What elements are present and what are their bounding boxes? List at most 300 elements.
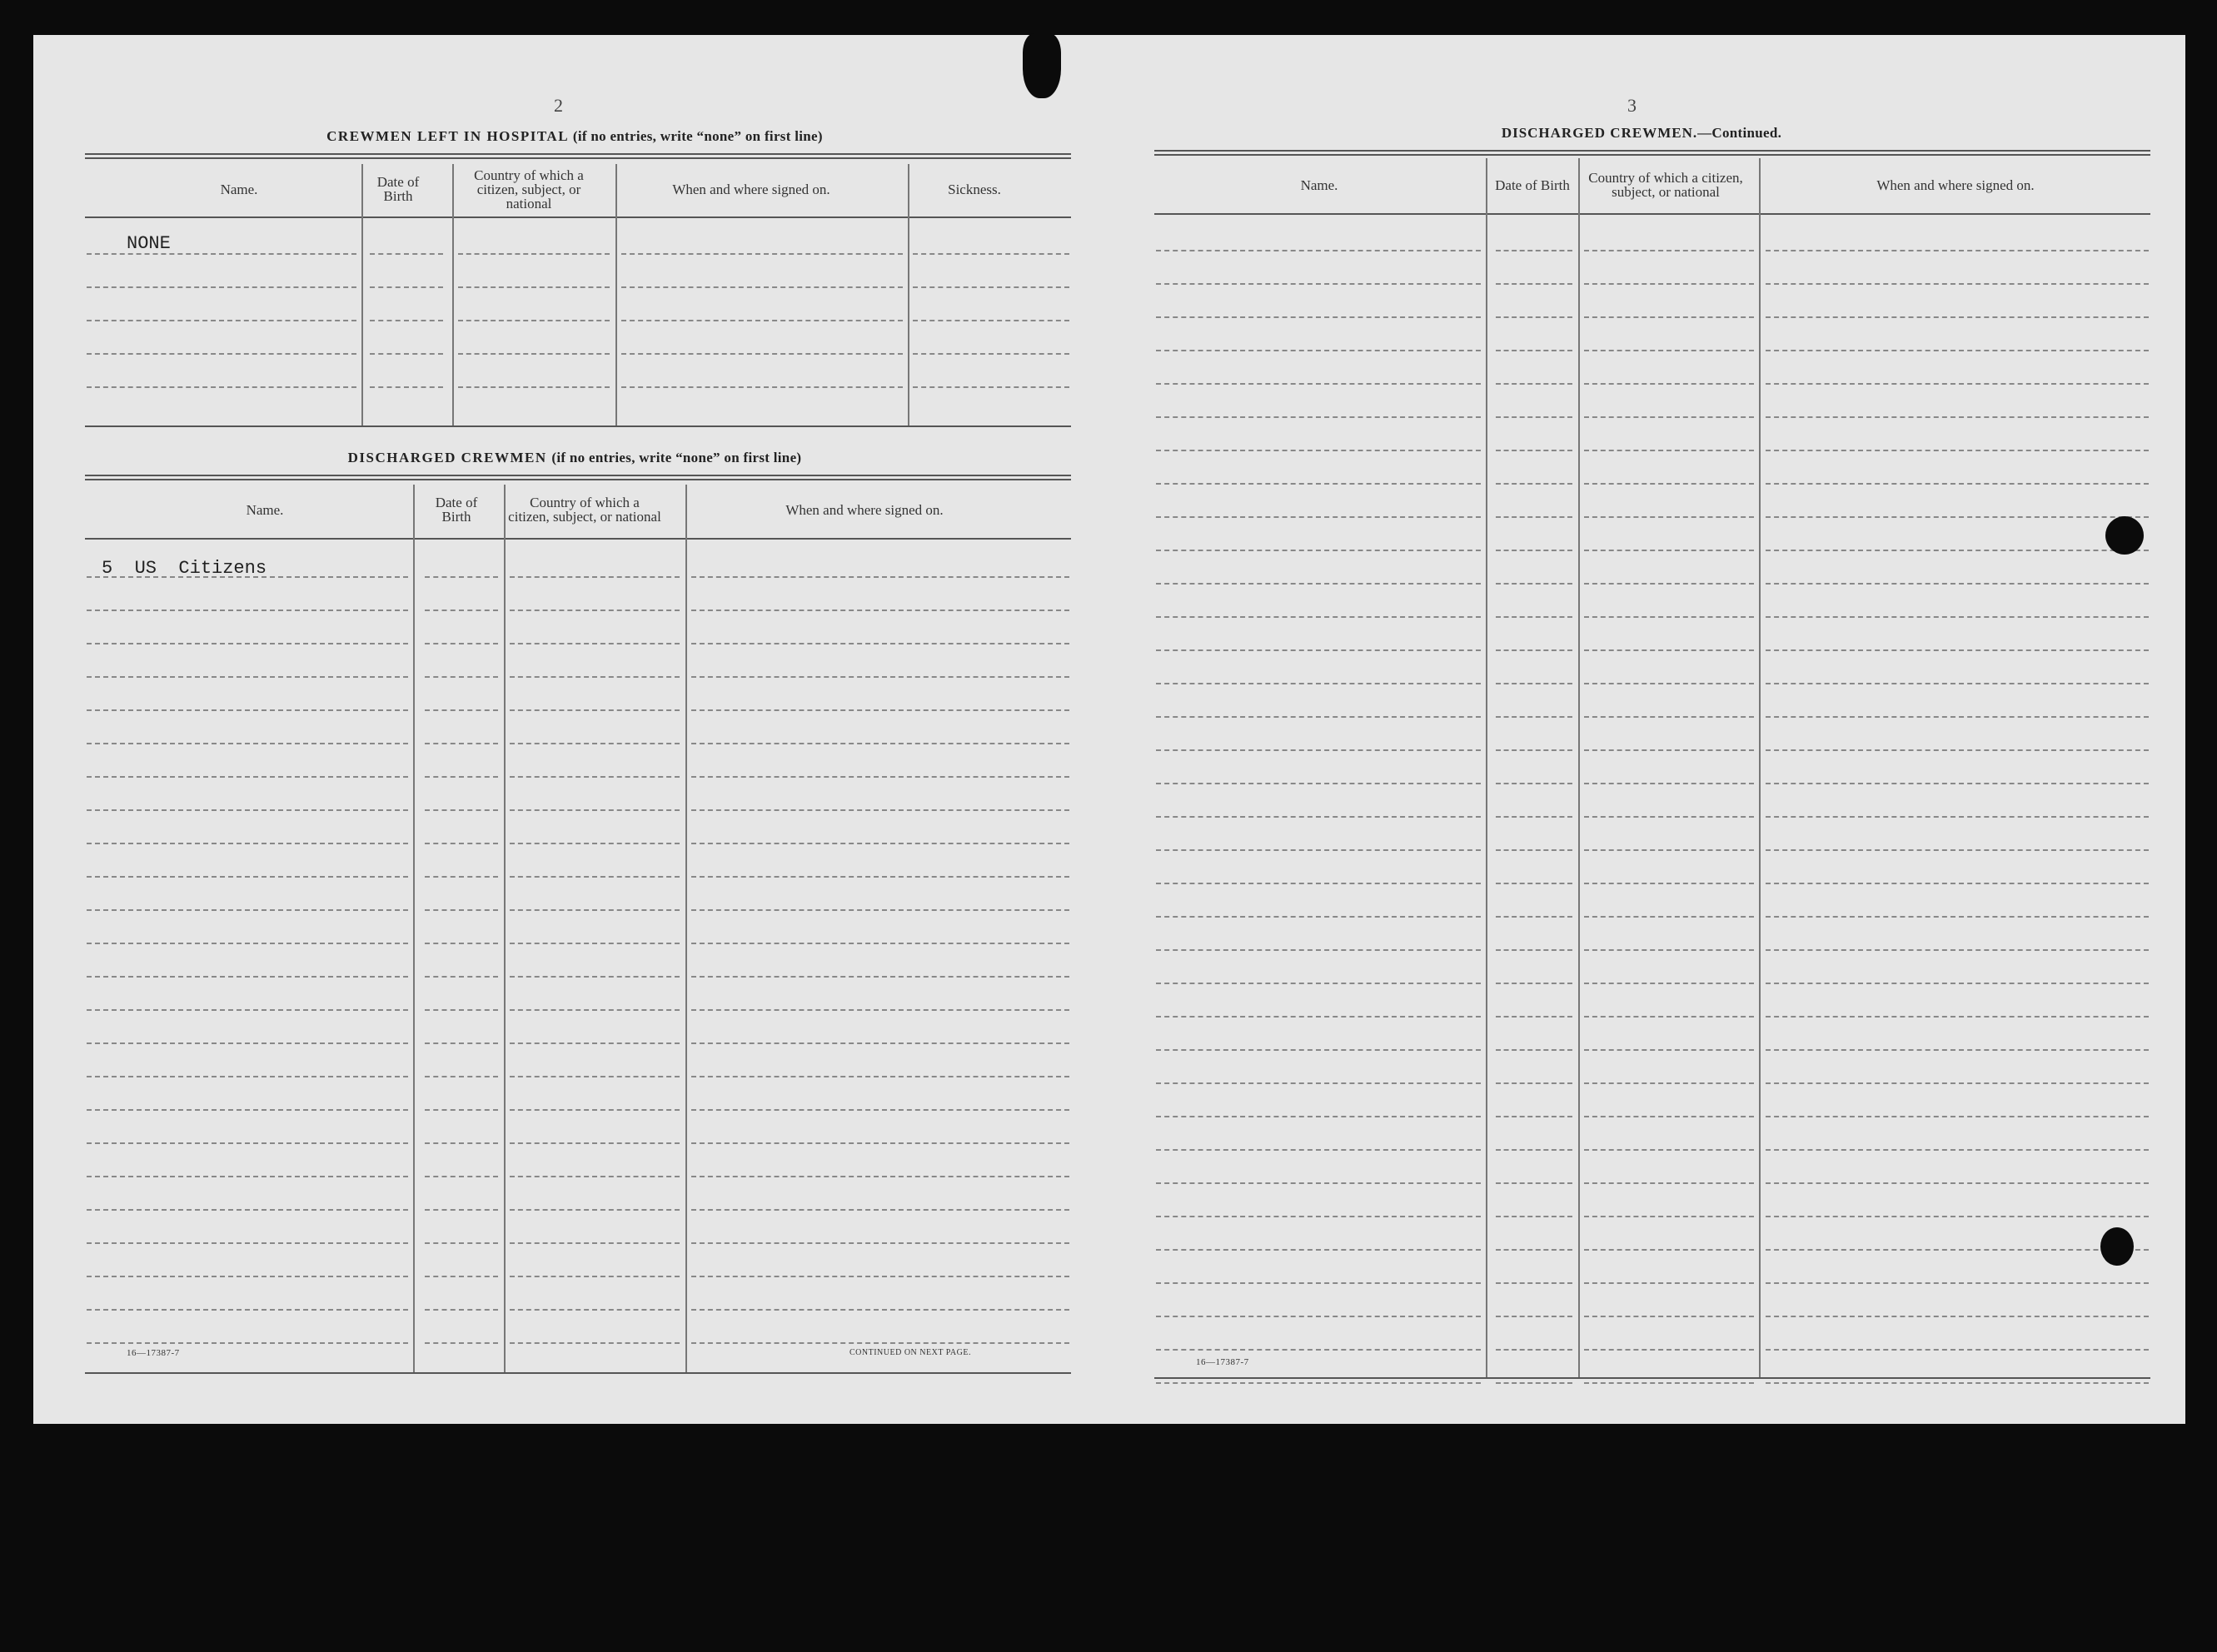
discharged-row-line [425, 1209, 498, 1211]
discharged-row-line [425, 909, 498, 911]
discharged-row-line [87, 776, 408, 778]
discharged-row-line [425, 576, 498, 578]
right-row-line [1496, 1216, 1572, 1217]
discharged-row-line [691, 776, 1069, 778]
right-title-text: DISCHARGED CREWMEN. [1501, 125, 1698, 141]
discharged-row-line [425, 943, 498, 944]
discharged-row-line [510, 1209, 680, 1211]
discharged-row-line [425, 709, 498, 711]
right-row-line [1156, 1216, 1481, 1217]
right-row-line [1766, 616, 2149, 618]
discharged-row-line [691, 1142, 1069, 1144]
hospital-row-line [87, 353, 356, 355]
discharged-row-line [691, 576, 1069, 578]
discharged-row-line [691, 676, 1069, 678]
discharged-bottom-rule [85, 1372, 1071, 1374]
right-row-line [1766, 250, 2149, 251]
hospital-row-line [458, 386, 610, 388]
right-row-line [1156, 683, 1481, 684]
binding-tear [1023, 33, 1061, 98]
right-page-number: 3 [1627, 95, 1637, 116]
right-row-line [1584, 1116, 1754, 1117]
discharged-row-line [425, 1042, 498, 1044]
right-row-line [1156, 783, 1481, 784]
discharged-row-line [425, 1276, 498, 1277]
hospital-col-sickness: Sickness. [948, 181, 1001, 197]
right-row-line [1766, 916, 2149, 918]
discharged-col-country: Country of which a citizen, subject, or national [508, 495, 661, 525]
discharged-row-line [691, 1009, 1069, 1011]
hospital-row-line [913, 386, 1069, 388]
right-row-line [1156, 749, 1481, 751]
right-row-line [1496, 283, 1572, 285]
discharged-row-line [691, 809, 1069, 811]
discharged-row-line [425, 776, 498, 778]
discharged-row-line [87, 1042, 408, 1044]
right-row-line [1156, 1249, 1481, 1251]
right-row-line [1156, 383, 1481, 385]
right-row-line [1766, 1016, 2149, 1018]
discharged-row-line [691, 743, 1069, 744]
discharged-row-line [87, 610, 408, 611]
discharged-row-line [87, 743, 408, 744]
right-row-line [1584, 383, 1754, 385]
discharged-row-line [691, 1176, 1069, 1177]
right-row-line [1766, 783, 2149, 784]
hospital-entry: NONE [127, 233, 171, 254]
right-row-line [1766, 716, 2149, 718]
hospital-vline-1 [361, 164, 363, 427]
right-row-line [1766, 583, 2149, 585]
right-row-line [1496, 949, 1572, 951]
right-row-line [1496, 816, 1572, 818]
discharged-row-line [425, 1142, 498, 1144]
discharged-row-line [87, 1009, 408, 1011]
right-row-line [1584, 1349, 1754, 1351]
right-row-line [1156, 283, 1481, 285]
discharged-row-line [425, 976, 498, 978]
right-row-line [1584, 716, 1754, 718]
right-row-line [1156, 1049, 1481, 1051]
right-row-line [1766, 1149, 2149, 1151]
right-row-line [1156, 1082, 1481, 1084]
discharged-vline-2 [504, 485, 506, 1374]
discharged-row-line [691, 1042, 1069, 1044]
right-row-line [1766, 683, 2149, 684]
discharged-row-line [510, 1109, 680, 1111]
right-row-line [1156, 616, 1481, 618]
right-row-line [1584, 649, 1754, 651]
right-row-line [1496, 483, 1572, 485]
right-row-line [1156, 816, 1481, 818]
right-row-line [1496, 749, 1572, 751]
discharged-vline-1 [413, 485, 415, 1374]
discharged-row-line [691, 1109, 1069, 1111]
discharged-col-dob: Date of Birth [435, 495, 478, 525]
right-row-line [1584, 683, 1754, 684]
right-bottom-rule [1154, 1377, 2150, 1379]
hospital-row-line [621, 253, 903, 255]
right-row-line [1156, 916, 1481, 918]
discharged-row-line [87, 576, 408, 578]
discharged-row-line [510, 743, 680, 744]
discharged-row-line [510, 809, 680, 811]
right-row-line [1584, 883, 1754, 884]
discharged-row-line [425, 876, 498, 878]
right-row-line [1584, 983, 1754, 984]
right-row-line [1584, 350, 1754, 351]
right-row-line [1584, 416, 1754, 418]
hospital-vline-3 [615, 164, 617, 427]
right-row-line [1584, 1382, 1754, 1384]
right-row-line [1766, 283, 2149, 285]
right-row-line [1156, 1016, 1481, 1018]
hospital-row-line [370, 353, 443, 355]
right-vline-1 [1486, 158, 1487, 1379]
discharged-row-line [87, 1242, 408, 1244]
right-row-line [1584, 316, 1754, 318]
right-row-line [1584, 450, 1754, 451]
right-row-line [1156, 1116, 1481, 1117]
right-row-line [1496, 1349, 1572, 1351]
right-row-line [1496, 383, 1572, 385]
hospital-vline-2 [452, 164, 454, 427]
right-row-line [1766, 649, 2149, 651]
discharged-row-line [691, 1309, 1069, 1311]
right-row-line [1766, 1116, 2149, 1117]
discharged-row-line [87, 1276, 408, 1277]
right-row-line [1156, 483, 1481, 485]
right-row-line [1766, 1249, 2149, 1251]
right-row-line [1496, 550, 1572, 551]
right-row-line [1156, 649, 1481, 651]
right-row-line [1584, 1182, 1754, 1184]
hospital-col-name: Name. [220, 181, 258, 197]
hospital-bottom-rule [85, 425, 1071, 427]
discharged-row-line [691, 1276, 1069, 1277]
discharged-row-line [87, 709, 408, 711]
discharged-row-line [510, 843, 680, 844]
right-row-line [1584, 916, 1754, 918]
discharged-row-line [691, 1342, 1069, 1344]
right-row-line [1496, 316, 1572, 318]
hospital-row-line [370, 320, 443, 321]
right-row-line [1496, 783, 1572, 784]
right-row-line [1156, 316, 1481, 318]
right-row-line [1496, 649, 1572, 651]
discharged-row-line [87, 1176, 408, 1177]
right-row-line [1584, 783, 1754, 784]
right-row-line [1766, 316, 2149, 318]
discharged-row-line [510, 1176, 680, 1177]
left-footer-form-number: 16—17387-7 [127, 1348, 180, 1358]
right-row-line [1584, 283, 1754, 285]
discharged-row-line [510, 1076, 680, 1077]
right-row-line [1496, 1149, 1572, 1151]
right-row-line [1156, 516, 1481, 518]
right-row-line [1766, 1082, 2149, 1084]
discharged-row-line [87, 643, 408, 644]
right-row-line [1496, 350, 1572, 351]
right-row-line [1584, 550, 1754, 551]
discharged-row-line [87, 943, 408, 944]
discharged-row-line [87, 1309, 408, 1311]
hospital-row-line [621, 386, 903, 388]
hospital-row-line [370, 286, 443, 288]
right-row-line [1496, 1249, 1572, 1251]
hospital-row-line [370, 386, 443, 388]
hospital-title-note: (if no entries, write “none” on first line) [572, 128, 823, 144]
right-row-line [1496, 683, 1572, 684]
hospital-title-text: CREWMEN LEFT IN HOSPITAL [326, 128, 569, 144]
right-header-rule [1154, 213, 2150, 215]
discharged-row-line [425, 1176, 498, 1177]
discharged-row-line [87, 976, 408, 978]
right-row-line [1156, 250, 1481, 251]
discharged-row-line [510, 1009, 680, 1011]
hospital-row-line [913, 353, 1069, 355]
right-row-line [1766, 883, 2149, 884]
discharged-row-line [425, 843, 498, 844]
hospital-row-line [458, 320, 610, 321]
discharged-row-line [87, 1076, 408, 1077]
hospital-vline-4 [908, 164, 909, 427]
right-row-line [1584, 516, 1754, 518]
right-row-line [1496, 1282, 1572, 1284]
discharged-row-line [87, 1342, 408, 1344]
right-col-signed-on: When and where signed on. [1876, 177, 2035, 193]
hospital-col-country: Country of which a citizen, subject, or national [474, 167, 584, 211]
discharged-vline-3 [685, 485, 687, 1374]
discharged-row-line [691, 643, 1069, 644]
right-vline-3 [1759, 158, 1761, 1379]
discharged-row-line [87, 809, 408, 811]
discharged-row-line [510, 1142, 680, 1144]
right-row-line [1584, 483, 1754, 485]
discharged-row-line [691, 909, 1069, 911]
right-col-dob: Date of Birth [1495, 177, 1570, 193]
right-row-line [1496, 1316, 1572, 1317]
discharged-title-text: DISCHARGED CREWMEN [347, 450, 547, 465]
discharged-row-line [510, 909, 680, 911]
discharged-row-line [425, 1009, 498, 1011]
hospital-top-rule [85, 153, 1071, 159]
discharged-row-line [510, 676, 680, 678]
right-row-line [1584, 749, 1754, 751]
right-row-line [1496, 1082, 1572, 1084]
right-row-line [1496, 983, 1572, 984]
right-row-line [1156, 983, 1481, 984]
right-row-line [1766, 383, 2149, 385]
discharged-row-line [691, 610, 1069, 611]
discharged-row-line [87, 1209, 408, 1211]
discharged-row-line [510, 943, 680, 944]
right-row-line [1156, 1182, 1481, 1184]
hospital-row-line [913, 286, 1069, 288]
discharged-row-line [691, 876, 1069, 878]
discharged-row-line [691, 1209, 1069, 1211]
right-col-name: Name. [1300, 177, 1338, 193]
discharged-row-line [691, 709, 1069, 711]
right-row-line [1496, 849, 1572, 851]
discharged-row-line [425, 610, 498, 611]
right-row-line [1584, 616, 1754, 618]
right-row-line [1156, 550, 1481, 551]
hospital-row-line [913, 320, 1069, 321]
hospital-row-line [621, 353, 903, 355]
discharged-row-line [87, 876, 408, 878]
discharged-top-rule [85, 475, 1071, 480]
hospital-row-line [621, 320, 903, 321]
discharged-row-line [87, 1109, 408, 1111]
discharged-row-line [510, 876, 680, 878]
discharged-row-line [510, 976, 680, 978]
right-row-line [1584, 1149, 1754, 1151]
hospital-row-line [458, 253, 610, 255]
hospital-row-line [87, 320, 356, 321]
discharged-row-line [425, 1342, 498, 1344]
right-row-line [1496, 450, 1572, 451]
hospital-row-line [87, 286, 356, 288]
discharged-row-line [425, 743, 498, 744]
right-row-line [1156, 716, 1481, 718]
right-row-line [1496, 1049, 1572, 1051]
discharged-row-line [425, 643, 498, 644]
right-row-line [1156, 883, 1481, 884]
right-row-line [1584, 1249, 1754, 1251]
scanned-document [33, 35, 2185, 1424]
discharged-row-line [510, 709, 680, 711]
right-row-line [1766, 1349, 2149, 1351]
right-row-line [1156, 1316, 1481, 1317]
right-row-line [1496, 716, 1572, 718]
right-row-line [1766, 1282, 2149, 1284]
right-row-line [1156, 849, 1481, 851]
right-row-line [1496, 1382, 1572, 1384]
discharged-entry: 5 US Citizens [102, 558, 267, 579]
left-footer-continued: CONTINUED ON NEXT PAGE. [849, 1348, 971, 1357]
right-row-line [1766, 416, 2149, 418]
right-row-line [1496, 416, 1572, 418]
right-row-line [1156, 450, 1481, 451]
right-row-line [1156, 416, 1481, 418]
discharged-row-line [510, 1342, 680, 1344]
right-row-line [1156, 1349, 1481, 1351]
discharged-row-line [510, 1042, 680, 1044]
right-row-line [1156, 1382, 1481, 1384]
right-row-line [1766, 1382, 2149, 1384]
right-title-suffix: —Continued. [1697, 125, 1782, 141]
hospital-row-line [370, 253, 443, 255]
right-footer-form-number: 16—17387-7 [1196, 1357, 1249, 1367]
discharged-row-line [510, 776, 680, 778]
discharged-row-line [425, 676, 498, 678]
right-row-line [1584, 250, 1754, 251]
right-top-rule [1154, 150, 2150, 156]
right-row-line [1496, 883, 1572, 884]
discharged-row-line [691, 1076, 1069, 1077]
right-row-line [1156, 583, 1481, 585]
right-row-line [1584, 1282, 1754, 1284]
right-row-line [1584, 1216, 1754, 1217]
right-row-line [1584, 1049, 1754, 1051]
hospital-row-line [458, 353, 610, 355]
right-row-line [1584, 1016, 1754, 1018]
discharged-row-line [691, 943, 1069, 944]
hospital-row-line [87, 253, 356, 255]
hospital-col-dob: Date of Birth [376, 174, 420, 204]
right-row-line [1496, 583, 1572, 585]
right-row-line [1584, 949, 1754, 951]
right-page-title [1146, 125, 2137, 142]
right-row-line [1584, 583, 1754, 585]
left-page-number: 2 [554, 95, 563, 116]
right-row-line [1496, 250, 1572, 251]
right-row-line [1584, 1082, 1754, 1084]
right-row-line [1766, 1182, 2149, 1184]
right-vline-2 [1578, 158, 1580, 1379]
right-row-line [1766, 849, 2149, 851]
discharged-row-line [87, 909, 408, 911]
right-row-line [1156, 1149, 1481, 1151]
right-row-line [1766, 1216, 2149, 1217]
right-row-line [1496, 516, 1572, 518]
right-row-line [1496, 1182, 1572, 1184]
discharged-section-title [83, 450, 1066, 466]
right-row-line [1766, 749, 2149, 751]
punch-hole-lower [2100, 1227, 2134, 1266]
right-row-line [1766, 1049, 2149, 1051]
discharged-row-line [691, 1242, 1069, 1244]
right-row-line [1496, 1116, 1572, 1117]
right-row-line [1496, 1016, 1572, 1018]
hospital-header-rule [85, 216, 1071, 218]
hospital-row-line [87, 386, 356, 388]
right-row-line [1156, 350, 1481, 351]
discharged-row-line [510, 643, 680, 644]
discharged-row-line [510, 1276, 680, 1277]
right-col-country: Country of which a citizen, subject, or national [1588, 170, 1743, 200]
right-row-line [1766, 983, 2149, 984]
right-row-line [1156, 949, 1481, 951]
discharged-title-note: (if no entries, write “none” on first line) [551, 450, 802, 465]
hospital-row-line [458, 286, 610, 288]
right-row-line [1156, 1282, 1481, 1284]
discharged-row-line [510, 1242, 680, 1244]
discharged-row-line [510, 610, 680, 611]
right-row-line [1766, 816, 2149, 818]
discharged-row-line [425, 1309, 498, 1311]
right-row-line [1496, 616, 1572, 618]
discharged-row-line [510, 1309, 680, 1311]
right-row-line [1766, 550, 2149, 551]
right-row-line [1766, 1316, 2149, 1317]
discharged-row-line [510, 576, 680, 578]
right-row-line [1766, 949, 2149, 951]
discharged-col-signed-on: When and where signed on. [785, 501, 944, 518]
punch-hole-upper [2105, 516, 2144, 555]
right-row-line [1766, 483, 2149, 485]
hospital-section-title [83, 128, 1066, 145]
discharged-col-name: Name. [246, 501, 284, 518]
hospital-col-signed-on: When and where signed on. [672, 181, 830, 197]
right-row-line [1766, 516, 2149, 518]
discharged-row-line [87, 676, 408, 678]
discharged-row-line [425, 1242, 498, 1244]
discharged-header-rule [85, 538, 1071, 540]
discharged-row-line [425, 1076, 498, 1077]
discharged-row-line [425, 1109, 498, 1111]
